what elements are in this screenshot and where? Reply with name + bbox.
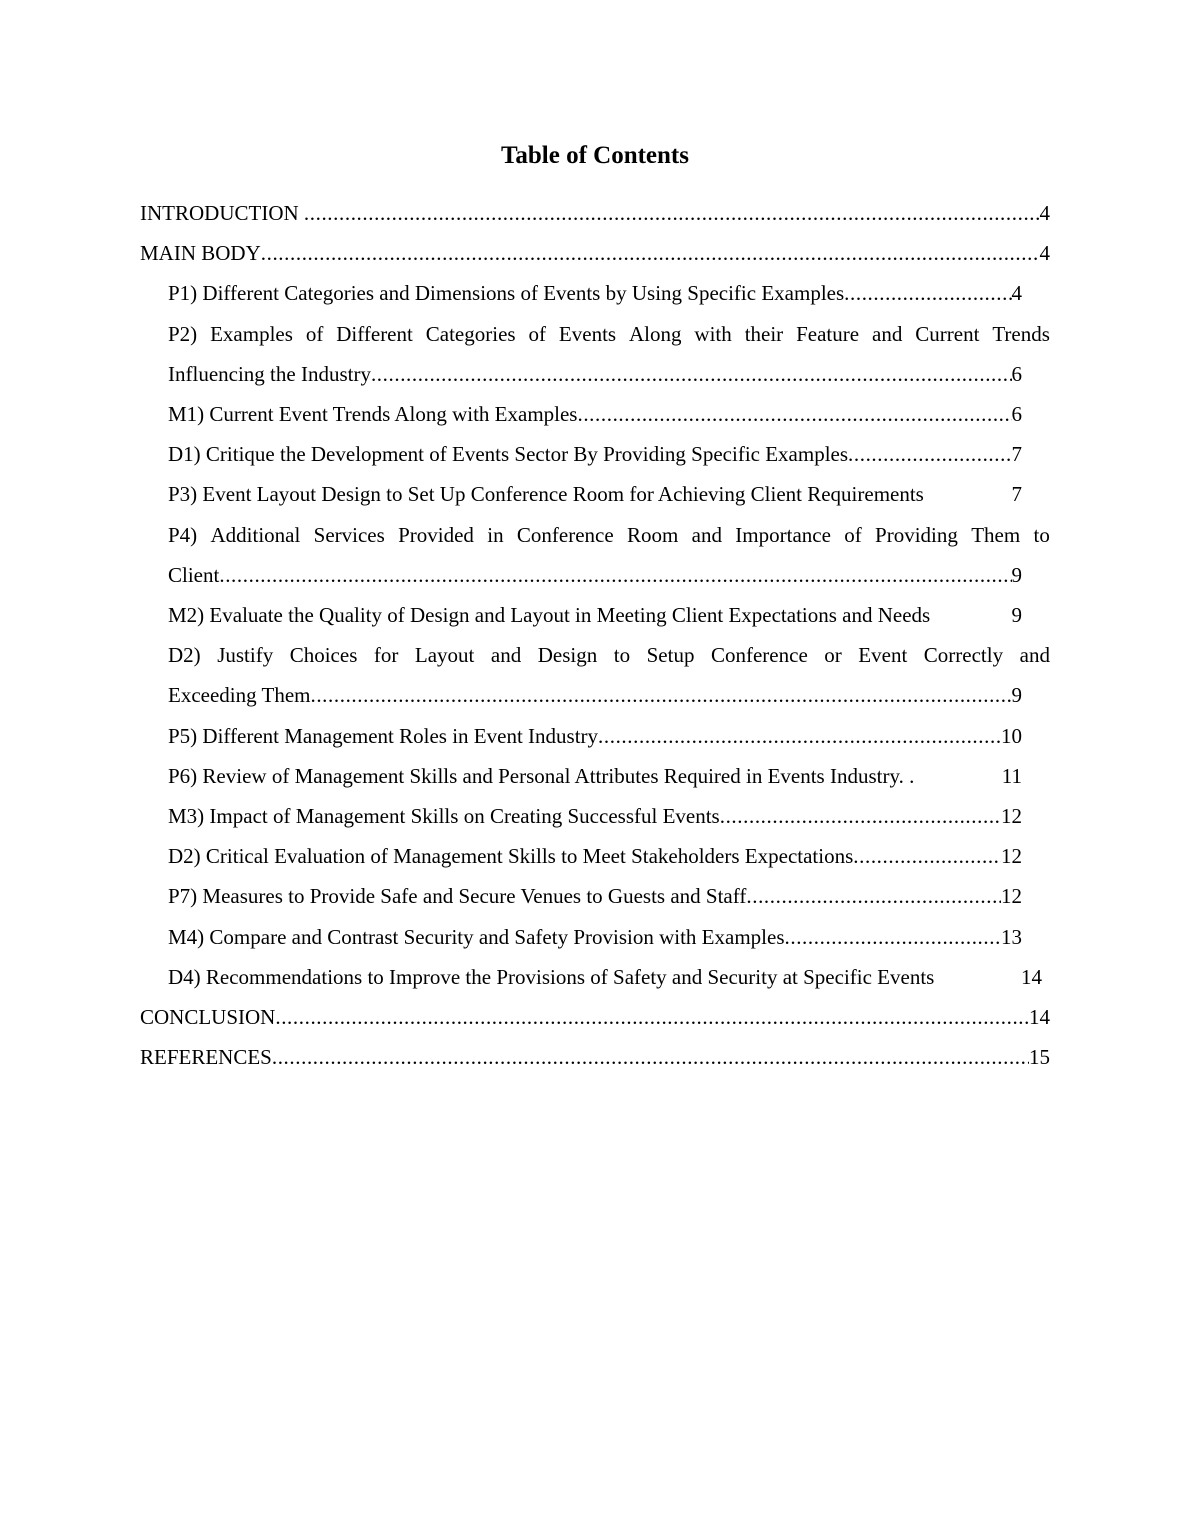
toc-entry-text-line-1 xyxy=(168,635,1050,675)
toc-word: in xyxy=(487,522,504,547)
toc-page-number: 12 xyxy=(1001,884,1022,909)
toc-word: with xyxy=(694,321,732,346)
toc-entry-text-line-2: Exceeding Them xyxy=(168,683,311,708)
toc-word: Trends xyxy=(992,321,1050,346)
dot-leader xyxy=(371,354,1012,394)
toc-word: Different xyxy=(336,321,413,346)
toc-page-number: 12 xyxy=(1001,844,1022,869)
toc-page-number: 7 xyxy=(1011,482,1022,507)
toc-entry-text: D1) Critique the Development of Events Sector By Providing Specific Examples xyxy=(168,442,849,467)
toc-page-number: 12 xyxy=(1001,804,1022,829)
toc-word: D2) xyxy=(168,643,201,668)
toc-entry-text: P7) Measures to Provide Safe and Secure Venues to Guests and Staff xyxy=(168,884,747,909)
toc-entry-text: P5) Different Management Roles in Event Industry xyxy=(168,723,599,748)
dot-leader xyxy=(598,716,1001,756)
toc-entry-p2[interactable] xyxy=(168,314,1050,394)
toc-entry-text: REFERENCES xyxy=(140,1045,272,1070)
toc-word: Setup xyxy=(646,643,695,668)
toc-word: Providing xyxy=(875,522,958,547)
toc-page-number: 6 xyxy=(1011,402,1022,427)
toc-entry-p1[interactable] xyxy=(168,273,1022,313)
toc-word: P4) xyxy=(168,522,198,547)
toc-entry-text: D4) Recommendations to Improve the Provisions of Safety and Security at Specific Events xyxy=(168,964,935,989)
toc-word: Current xyxy=(915,321,980,346)
toc-word: and xyxy=(1019,643,1050,668)
dot-leader xyxy=(304,193,1040,233)
toc-entry-p7[interactable] xyxy=(168,876,1022,916)
toc-word: Them xyxy=(971,522,1021,547)
dot-leader xyxy=(785,917,1002,957)
toc-word: Design xyxy=(537,643,598,668)
toc-word: and xyxy=(691,522,722,547)
toc-page-number: 14 xyxy=(1021,964,1042,989)
dot-leader xyxy=(577,394,1011,434)
toc-page-number: 6 xyxy=(1011,361,1022,386)
toc-word: Conference xyxy=(516,522,614,547)
toc-entry-text-line-1 xyxy=(168,314,1050,354)
toc-word: Examples xyxy=(210,321,293,346)
toc-title: Table of Contents xyxy=(501,142,689,169)
toc-entry-introduction[interactable] xyxy=(140,193,1050,233)
toc-entry-text: CONCLUSION xyxy=(140,1005,276,1030)
dot-leader xyxy=(310,675,1011,715)
toc-entry-p5[interactable] xyxy=(168,716,1022,756)
toc-entry-m2[interactable] xyxy=(168,595,1022,635)
toc-page-number: 14 xyxy=(1029,1005,1050,1030)
toc-entry-text: P6) Review of Management Skills and Personal Attributes Required in Events Industry. . xyxy=(168,763,915,788)
toc-entry-text: MAIN BODY xyxy=(140,241,261,266)
toc-word: Events xyxy=(558,321,617,346)
toc-entry-d4[interactable] xyxy=(168,957,1042,997)
toc-word: to xyxy=(1033,522,1050,547)
toc-word: Services xyxy=(313,522,385,547)
toc-entry-text: D2) Critical Evaluation of Management Skills to Meet Stakeholders Expectations xyxy=(168,844,854,869)
toc-page-number: 7 xyxy=(1011,442,1022,467)
toc-word: Importance xyxy=(735,522,831,547)
toc-entry-text-line-1 xyxy=(168,515,1050,555)
toc-entry-d1[interactable] xyxy=(168,434,1022,474)
dot-leader xyxy=(844,273,1011,313)
toc-word: to xyxy=(613,643,631,668)
toc-word: Categories xyxy=(425,321,516,346)
toc-entry-text: P3) Event Layout Design to Set Up Conference Room for Achieving Client Requirements xyxy=(168,482,924,507)
toc-entry-m4[interactable] xyxy=(168,917,1022,957)
toc-entry-conclusion[interactable] xyxy=(140,997,1050,1037)
toc-word: or xyxy=(824,643,842,668)
toc-word: P2) xyxy=(168,321,198,346)
toc-page-number: 4 xyxy=(1011,281,1022,306)
toc-word: Room xyxy=(627,522,679,547)
toc-word: Provided xyxy=(398,522,474,547)
toc-entry-text-line-2: Client xyxy=(168,562,220,587)
toc-page-number: 9 xyxy=(1011,683,1022,708)
toc-list xyxy=(140,193,1050,1077)
toc-word: and xyxy=(872,321,903,346)
toc-page-number: 11 xyxy=(1001,763,1022,788)
toc-word: their xyxy=(744,321,784,346)
toc-entry-m1[interactable] xyxy=(168,394,1022,434)
toc-word: Along xyxy=(629,321,682,346)
toc-word: Additional xyxy=(210,522,301,547)
dot-leader xyxy=(219,555,1011,595)
toc-page-number: 15 xyxy=(1029,1045,1050,1070)
toc-entry-d2-critical[interactable] xyxy=(168,836,1022,876)
toc-page-number: 10 xyxy=(1001,723,1022,748)
dot-leader xyxy=(275,997,1029,1037)
toc-page-number: 13 xyxy=(1001,924,1022,949)
toc-page-number: 4 xyxy=(1039,201,1050,225)
toc-word: Layout xyxy=(414,643,475,668)
toc-word: of xyxy=(528,321,546,346)
toc-entry-references[interactable] xyxy=(140,1037,1050,1077)
toc-word: Feature xyxy=(796,321,860,346)
toc-entry-text: M1) Current Event Trends Along with Examples xyxy=(168,402,578,427)
toc-word: Event xyxy=(858,643,908,668)
toc-word: Choices xyxy=(289,643,358,668)
toc-word: Justify xyxy=(217,643,274,668)
toc-entry-d2-justify[interactable] xyxy=(168,635,1050,715)
dot-leader xyxy=(272,1037,1029,1077)
toc-word: and xyxy=(490,643,522,668)
toc-entry-m3[interactable] xyxy=(168,796,1022,836)
dot-leader xyxy=(848,434,1011,474)
toc-entry-text: M3) Impact of Management Skills on Creating Successful Events xyxy=(168,804,720,829)
toc-word: for xyxy=(373,643,399,668)
toc-entry-p3[interactable] xyxy=(168,474,1022,514)
toc-word: Conference xyxy=(710,643,808,668)
toc-entry-main-body[interactable] xyxy=(140,233,1050,273)
toc-page-number: 4 xyxy=(1039,241,1050,266)
toc-entry-text: INTRODUCTION xyxy=(140,201,304,225)
dot-leader xyxy=(746,876,1001,916)
toc-entry-p4[interactable] xyxy=(168,515,1050,595)
toc-entry-text-line-2: Influencing the Industry xyxy=(168,361,371,386)
toc-page-number: 9 xyxy=(1011,562,1022,587)
dot-leader xyxy=(261,233,1040,273)
toc-entry-text: P1) Different Categories and Dimensions of Events by Using Specific Examples xyxy=(168,281,845,306)
toc-entry-text: M4) Compare and Contrast Security and Safety Provision with Examples xyxy=(168,924,785,949)
toc-word: of xyxy=(305,321,324,346)
toc-page-number: 9 xyxy=(1011,603,1022,628)
toc-word: Correctly xyxy=(923,643,1004,668)
dot-leader xyxy=(720,796,1001,836)
dot-leader xyxy=(853,836,1001,876)
toc-word: of xyxy=(844,522,862,547)
toc-entry-p6[interactable] xyxy=(168,756,1022,796)
toc-entry-text: M2) Evaluate the Quality of Design and Layout in Meeting Client Expectations and Needs xyxy=(168,603,931,628)
